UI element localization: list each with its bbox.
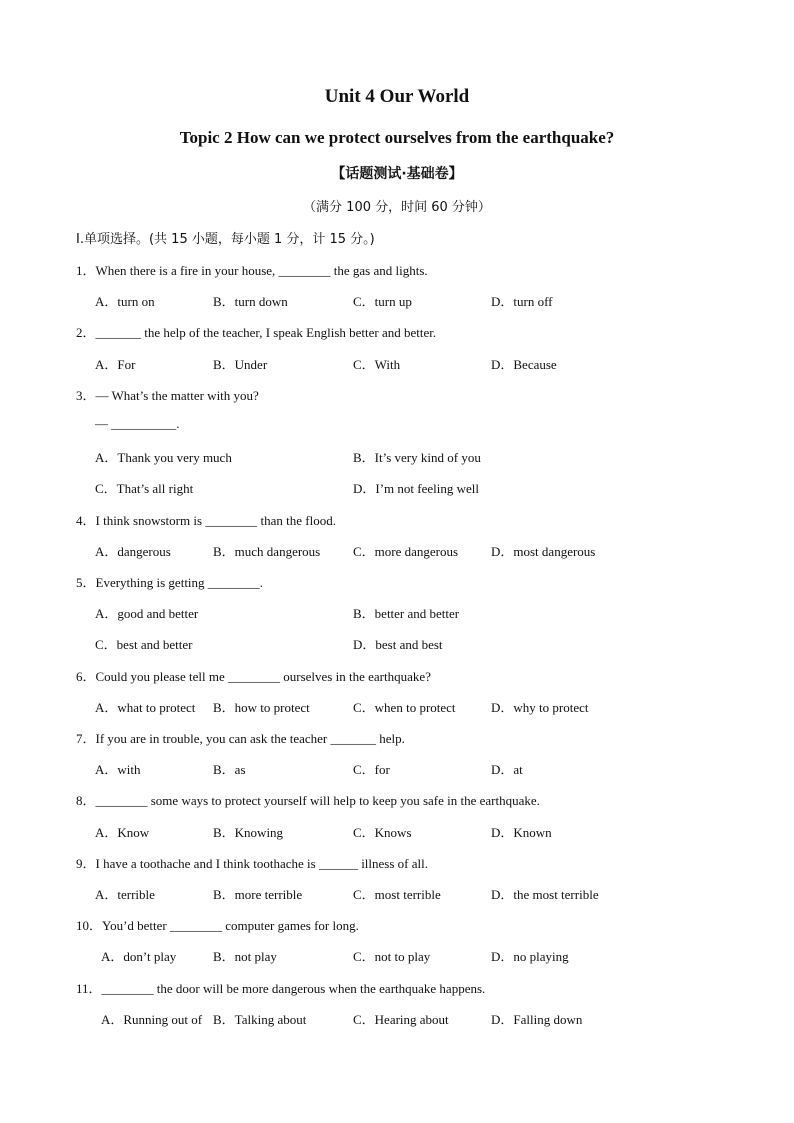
question-stem: 11．________ the door will be more dangerous when the earthquake happens. — [76, 981, 486, 996]
option-c: C．That’s all right — [95, 481, 194, 496]
option-d: D．Known — [491, 825, 552, 840]
topic-title: Topic 2 How can we protect ourselves from the earthquake? — [179, 128, 615, 147]
option-b: B．better and better — [353, 606, 460, 621]
option-c: C．With — [353, 357, 401, 372]
option-d: D．Falling down — [491, 1012, 583, 1027]
option-a: A．don’t play — [101, 949, 177, 964]
option-d: D．Because — [491, 357, 557, 372]
option-a: A．dangerous — [95, 544, 171, 559]
option-c: C．turn up — [353, 294, 412, 309]
option-a: A．with — [95, 762, 141, 777]
question-stem: 10．You’d better ________ computer games for long. — [76, 918, 359, 933]
option-b: B．as — [213, 762, 246, 777]
option-c: C．Knows — [353, 825, 412, 840]
option-b: B．not play — [213, 949, 277, 964]
option-d: D．why to protect — [491, 700, 589, 715]
question-stem: 3．— What’s the matter with you? — [76, 388, 259, 403]
option-b: B．Talking about — [213, 1012, 307, 1027]
question-stem: 8．________ some ways to protect yourself will help to keep you safe in the earthquake. — [76, 793, 540, 808]
option-b: B．turn down — [213, 294, 288, 309]
option-a: A．For — [95, 357, 136, 372]
option-d: D．I’m not feeling well — [353, 481, 479, 496]
question-answer-line: — __________. — [95, 416, 180, 431]
option-d: D．most dangerous — [491, 544, 596, 559]
paper-type-label: 【话题测试·基础卷】 — [331, 166, 463, 182]
option-a: A．Know — [95, 825, 150, 840]
question-stem: 6．Could you please tell me ________ ourselves in the earthquake? — [76, 669, 431, 684]
option-d: D．best and best — [353, 637, 443, 652]
option-d: D．the most terrible — [491, 887, 599, 902]
option-c: C．more dangerous — [353, 544, 459, 559]
option-a: A．turn on — [95, 294, 155, 309]
option-c: C．best and better — [95, 637, 193, 652]
option-d: D．at — [491, 762, 523, 777]
section-heading: I.单项选择。(共 15 小题，每小题 1 分，计 15 分。) — [76, 232, 375, 247]
option-c: C．for — [353, 762, 390, 777]
option-d: D．turn off — [491, 294, 553, 309]
option-a: A．Running out of — [101, 1012, 203, 1027]
option-a: A．terrible — [95, 887, 155, 902]
question-stem: 2．_______ the help of the teacher, I speak English better and better. — [76, 325, 437, 340]
option-c: C．when to protect — [353, 700, 456, 715]
option-c: C．not to play — [353, 949, 431, 964]
option-c: C．Hearing about — [353, 1012, 449, 1027]
unit-title: Unit 4 Our World — [324, 86, 470, 107]
question-stem: 9．I have a toothache and I think toothache is ______ illness of all. — [76, 856, 428, 871]
option-b: B．more terrible — [213, 887, 303, 902]
option-d: D．no playing — [491, 949, 569, 964]
option-a: A．good and better — [95, 606, 199, 621]
option-b: B．It’s very kind of you — [353, 450, 481, 465]
option-c: C．most terrible — [353, 887, 441, 902]
option-b: B．Knowing — [213, 825, 284, 840]
option-b: B．Under — [213, 357, 268, 372]
question-stem: 1．When there is a fire in your house, ________ the gas and lights. — [76, 263, 428, 278]
option-a: A．what to protect — [95, 700, 196, 715]
option-b: B．how to protect — [213, 700, 310, 715]
score-info: （满分 100 分，时间 60 分钟） — [303, 200, 491, 215]
option-a: A．Thank you very much — [95, 450, 232, 465]
question-stem: 7．If you are in trouble, you can ask the teacher _______ help. — [76, 731, 405, 746]
question-stem: 4．I think snowstorm is ________ than the flood. — [76, 513, 336, 528]
question-stem: 5．Everything is getting ________. — [76, 575, 264, 590]
option-b: B．much dangerous — [213, 544, 321, 559]
